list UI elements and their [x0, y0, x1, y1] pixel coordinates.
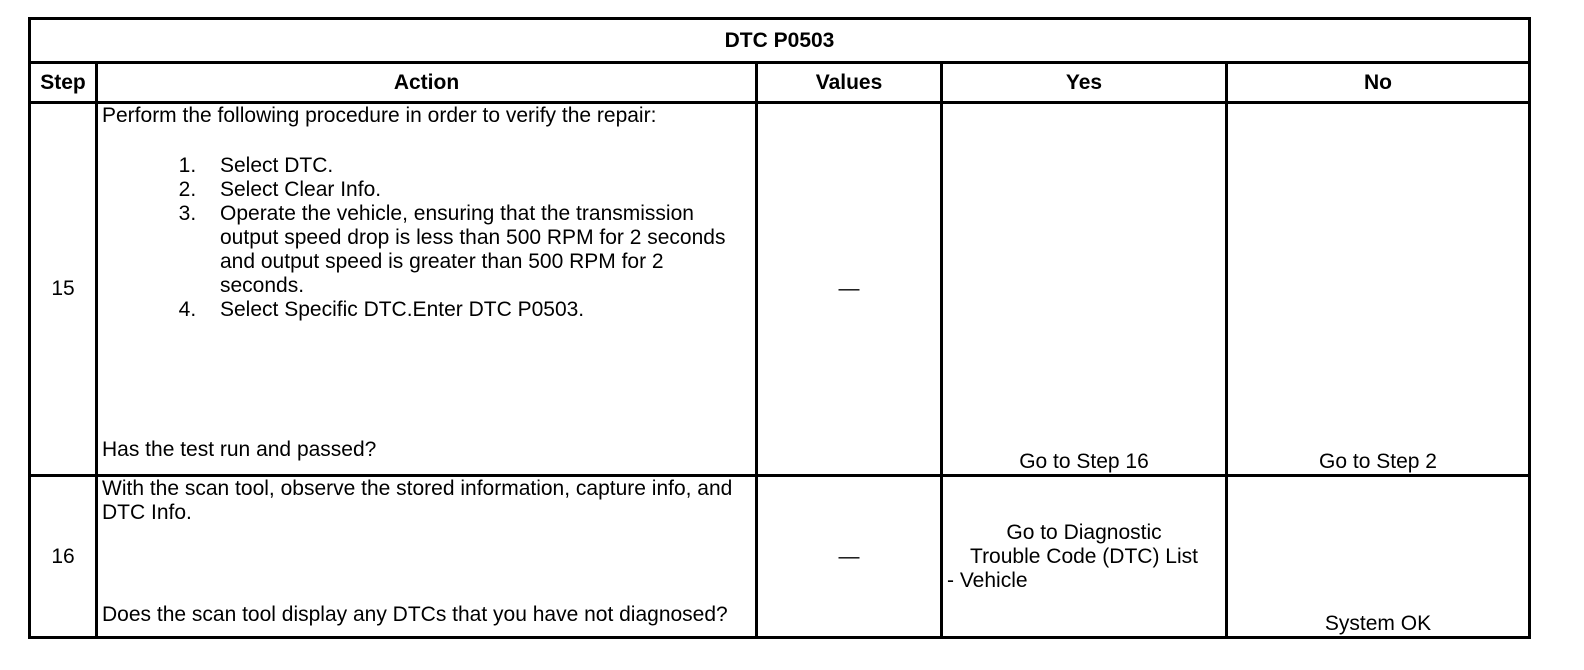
- procedure-step: 2. Select Clear Info.: [202, 178, 751, 202]
- header-values: Values: [757, 63, 942, 103]
- header-action: Action: [97, 63, 757, 103]
- table-row: [30, 476, 1530, 638]
- action-question: Has the test run and passed?: [102, 438, 377, 461]
- dtc-procedure-table: [28, 17, 1531, 639]
- table-title: DTC P0503: [30, 19, 1530, 63]
- yes-link[interactable]: [942, 476, 1227, 638]
- yes-line: - Vehicle: [947, 568, 1028, 592]
- procedure-step: 4. Select Specific DTC.Enter DTC P0503.: [202, 298, 751, 322]
- action-cell: [97, 476, 757, 638]
- header-no: No: [1227, 63, 1530, 103]
- action-question: Does the scan tool display any DTCs that you have not diagnosed?: [102, 603, 728, 626]
- action-intro: With the scan tool, observe the stored information, capture info, and DTC Info.: [102, 477, 733, 524]
- yes-link[interactable]: Go to Step 16: [942, 103, 1227, 476]
- values-cell: —: [757, 476, 942, 638]
- yes-line: Trouble Code (DTC) List: [970, 544, 1198, 568]
- yes-line: Go to Diagnostic: [1006, 520, 1162, 544]
- step-number: 15: [30, 103, 97, 476]
- action-cell: [97, 103, 757, 476]
- action-intro: Perform the following procedure in order to verify the repair:: [102, 104, 657, 127]
- header-yes: Yes: [942, 63, 1227, 103]
- procedure-step: 1. Select DTC.: [202, 154, 751, 178]
- header-step: Step: [30, 63, 97, 103]
- no-link[interactable]: Go to Step 2: [1227, 103, 1530, 476]
- values-cell: —: [757, 103, 942, 476]
- step-number: 16: [30, 476, 97, 638]
- table-row: [30, 103, 1530, 476]
- procedure-step: 3. Operate the vehicle, ensuring that the transmission output speed drop is less than 500 RPM for 2 seconds and output speed is greater than 500 RPM for 2 seconds.: [202, 202, 751, 298]
- procedure-list: [102, 154, 751, 322]
- no-link[interactable]: System OK: [1227, 476, 1530, 638]
